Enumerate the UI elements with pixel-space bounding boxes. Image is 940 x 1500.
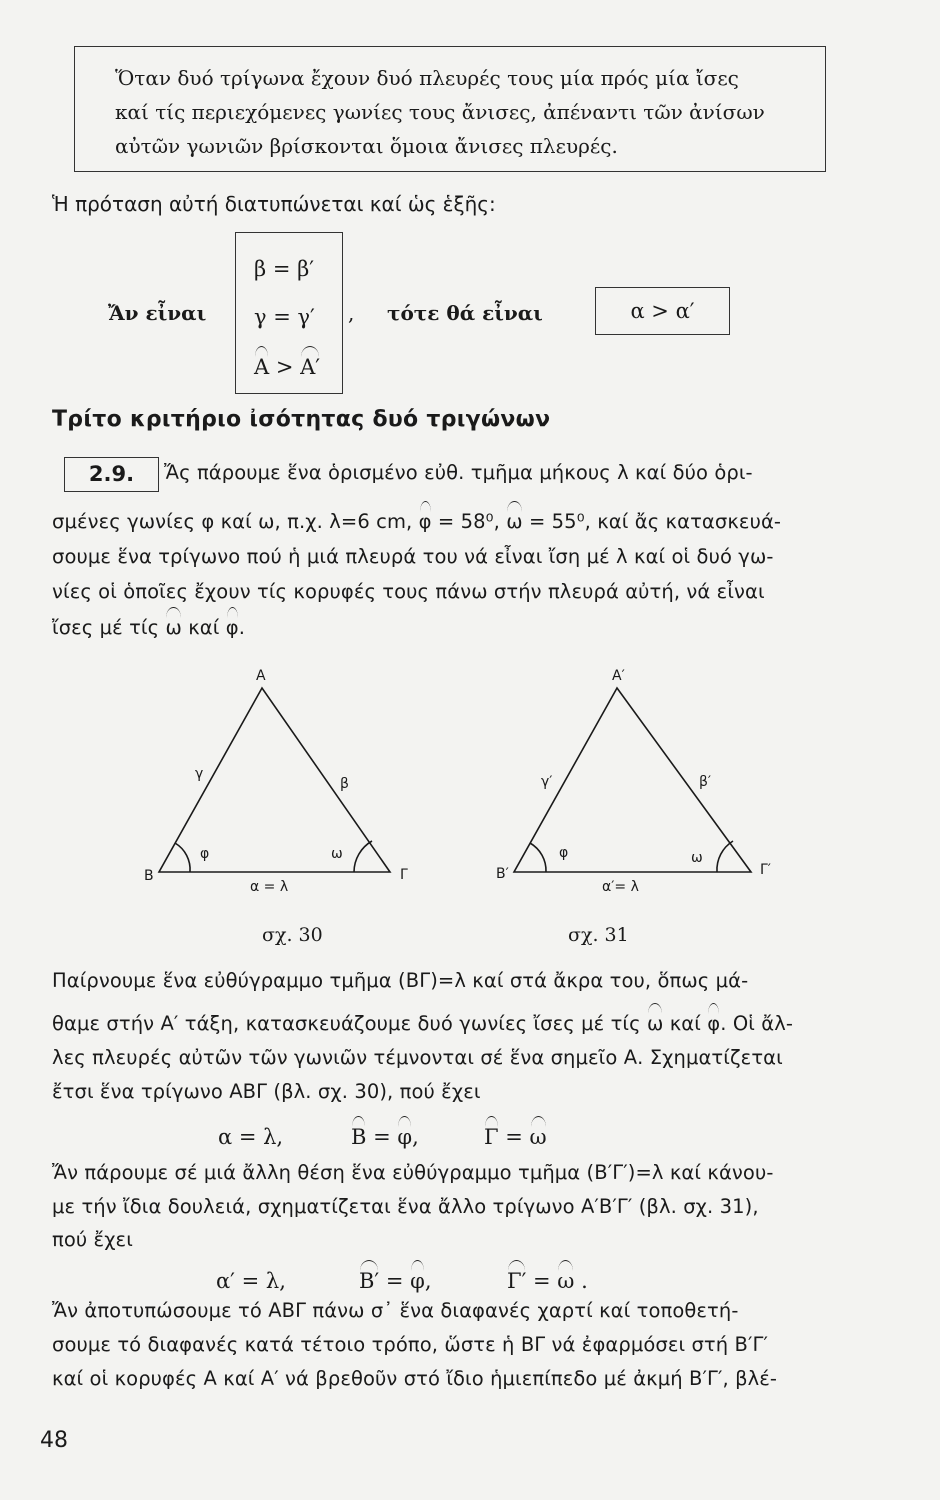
section-number: 2.9.: [64, 457, 159, 492]
eq1-angle-b: B: [351, 1125, 367, 1149]
para1-line-3: σουμε ἕνα τρίγωνο πού ἡ μιά πλευρά του νά εἶναι ἴση μέ λ καί οἱ δυό γω-: [52, 545, 774, 568]
fig31-angle-omega: ω: [691, 850, 703, 866]
para2-line-2-c: . Οἱ ἄλ-: [720, 1012, 793, 1035]
restatement-intro: Ἡ πρόταση αὐτή διατυπώνεται καί ὡς ἑξῆς:: [52, 192, 496, 216]
eq1-g: [484, 1125, 547, 1149]
eq1-a: α = λ,: [218, 1125, 284, 1149]
para2-line-2-b: καί: [663, 1012, 708, 1035]
theorem-line-3: αὐτῶν γωνιῶν βρίσκονται ὅμοια ἄνισες πλευρές.: [115, 134, 618, 158]
fig30-vertex-g: Γ: [400, 867, 408, 883]
fig30-angle-phi: φ: [200, 846, 210, 862]
para2-line-3: λες πλευρές αὐτῶν τῶν γωνιῶν τέμνονται σέ ἕνα σημεῖο Α. Σχηματίζεται: [52, 1046, 783, 1069]
eq2-angle-omega: ω: [557, 1269, 575, 1293]
eq1-angle-omega: ω: [529, 1125, 547, 1149]
para4-line-3: καί οἱ κορυφές Α καί Α′ νά βρεθοῦν στό ἴδιο ἡμιεπίπεδο μέ ἀκμή Β′Γ′, βλέ-: [52, 1367, 778, 1390]
eq1-b: [351, 1125, 419, 1149]
theorem-line-2: καί τίς περιεχόμενες γωνίες τους ἄνισες, ἀπέναντι τῶν ἀνίσων: [115, 100, 765, 124]
angle-phi-ref: φ: [225, 616, 239, 639]
condition-gamma: γ = γ′: [254, 305, 315, 329]
if-label: Ἄν εἶναι: [108, 301, 207, 325]
eq2-b-eq: =: [379, 1269, 411, 1293]
eq1-b-eq: =: [366, 1125, 398, 1149]
result-box: α > α′: [595, 287, 730, 335]
eq1-angle-phi: φ: [397, 1125, 413, 1149]
fig30-side-beta: β: [340, 776, 349, 792]
eq2-b-end: ,: [424, 1269, 432, 1293]
para2-line-1: Παίρνουμε ἕνα εὐθύγραμμο τμῆμα (ΒΓ)=λ καί στά ἄκρα του, ὅπως μά-: [52, 969, 749, 992]
fig30-vertex-a: A: [256, 668, 266, 684]
eq1-b-end: ,: [412, 1125, 419, 1149]
eq2-b: [359, 1269, 432, 1293]
para1-line-5-b: καί: [181, 616, 226, 639]
section-title: Τρίτο κριτήριο ἰσότητας δυό τριγώνων: [52, 407, 551, 432]
angle-phi: φ: [418, 510, 432, 533]
eq2-angle-phi: φ: [410, 1269, 425, 1293]
eq2-g: [507, 1269, 588, 1293]
eq2-a: α′ = λ,: [216, 1269, 286, 1293]
angle-a-prime: A′: [300, 355, 321, 379]
angle-a: A: [254, 355, 270, 379]
para4-line-2: σουμε τό διαφανές κατά τέτοιο τρόπο, ὥστε ἡ ΒΓ νά ἐφαρμόσει στή Β′Γ′: [52, 1333, 769, 1356]
fig30-caption: σχ. 30: [262, 924, 323, 946]
fig30-side-gamma: γ: [195, 766, 204, 782]
fig31-angle-phi: φ: [559, 845, 569, 861]
then-label: τότε θά εἶναι: [387, 301, 543, 325]
greater-sign: >: [269, 355, 301, 379]
para3-line-1: Ἄν πάρουμε σέ μιά ἄλλη θέση ἕνα εὐθύγραμμο τμῆμα (Β′Γ′)=λ καί κάνου-: [52, 1161, 774, 1184]
angle-omega-ref: ω: [165, 616, 182, 639]
para1-line-5-c: .: [238, 616, 246, 639]
eq2-g-eq: =: [526, 1269, 558, 1293]
fig31-vertex-g: Γ′: [760, 862, 771, 878]
para1-line-2-c: = 55⁰, καί ἄς κατασκευά-: [522, 510, 782, 533]
para3-line-2: με τήν ἴδια δουλειά, σχηματίζεται ἕνα ἄλλο τρίγωνο Α′Β′Γ′ (βλ. σχ. 31),: [52, 1195, 759, 1218]
page-number: 48: [40, 1428, 68, 1453]
para1-line-2-a: σμένες γωνίες φ καί ω, π.χ. λ=6 cm,: [52, 510, 419, 533]
condition-comma: ,: [348, 301, 355, 325]
para1-line-2-b: = 58⁰,: [431, 510, 507, 533]
fig30-vertex-b: B: [144, 868, 154, 884]
condition-beta: β = β′: [254, 257, 314, 281]
para3-line-3: πού ἔχει: [52, 1228, 133, 1251]
para2-line-2: [52, 1012, 793, 1035]
para4-line-1: Ἄν ἀποτυπώσουμε τό ΑΒΓ πάνω σ᾽ ἕνα διαφανές χαρτί καί τοποθετή-: [52, 1299, 739, 1322]
eq1-angle-g: Γ: [484, 1125, 499, 1149]
para2-line-4: ἔτσι ἕνα τρίγωνο ΑΒΓ (βλ. σχ. 30), πού ἔχει: [52, 1080, 481, 1103]
theorem-line-1: Ὅταν δυό τρίγωνα ἔχουν δυό πλευρές τους μία πρός μία ἴσες: [115, 66, 739, 90]
eq2-g-end: .: [574, 1269, 588, 1293]
eq2-angle-g: Γ′: [507, 1269, 527, 1293]
eq2-angle-b: B′: [359, 1269, 380, 1293]
fig30-base-label: α = λ: [250, 879, 289, 895]
angle-omega-p2: ω: [646, 1012, 664, 1035]
fig31-side-beta: β′: [699, 774, 712, 790]
triangle-abg: [159, 688, 390, 872]
para1-line-1: Ἄς πάρουμε ἕνα ὁρισμένο εὐθ. τμῆμα μήκους λ καί δύο ὁρι-: [164, 461, 753, 484]
fig31-base-label: α′= λ: [602, 879, 639, 895]
para1-line-4: νίες οἱ ὁποῖες ἔχουν τίς κορυφές τους πάνω στήν πλευρά αὐτή, νά εἶναι: [52, 580, 765, 603]
fig31-side-gamma: γ′: [541, 774, 553, 790]
angle-phi-p2: φ: [707, 1012, 721, 1035]
angle-omega: ω: [506, 510, 523, 533]
fig31-caption: σχ. 31: [568, 924, 629, 946]
fig30-angle-omega: ω: [331, 846, 343, 862]
fig31-vertex-b: B′: [496, 866, 509, 882]
para2-line-2-a: θαμε στήν Α′ τάξη, κατασκευάζουμε δυό γωνίες ἴσες μέ τίς: [52, 1012, 647, 1035]
para1-line-5-a: ἴσες μέ τίς: [52, 616, 166, 639]
eq1-g-eq: =: [498, 1125, 530, 1149]
fig31-vertex-a: A′: [612, 668, 625, 684]
